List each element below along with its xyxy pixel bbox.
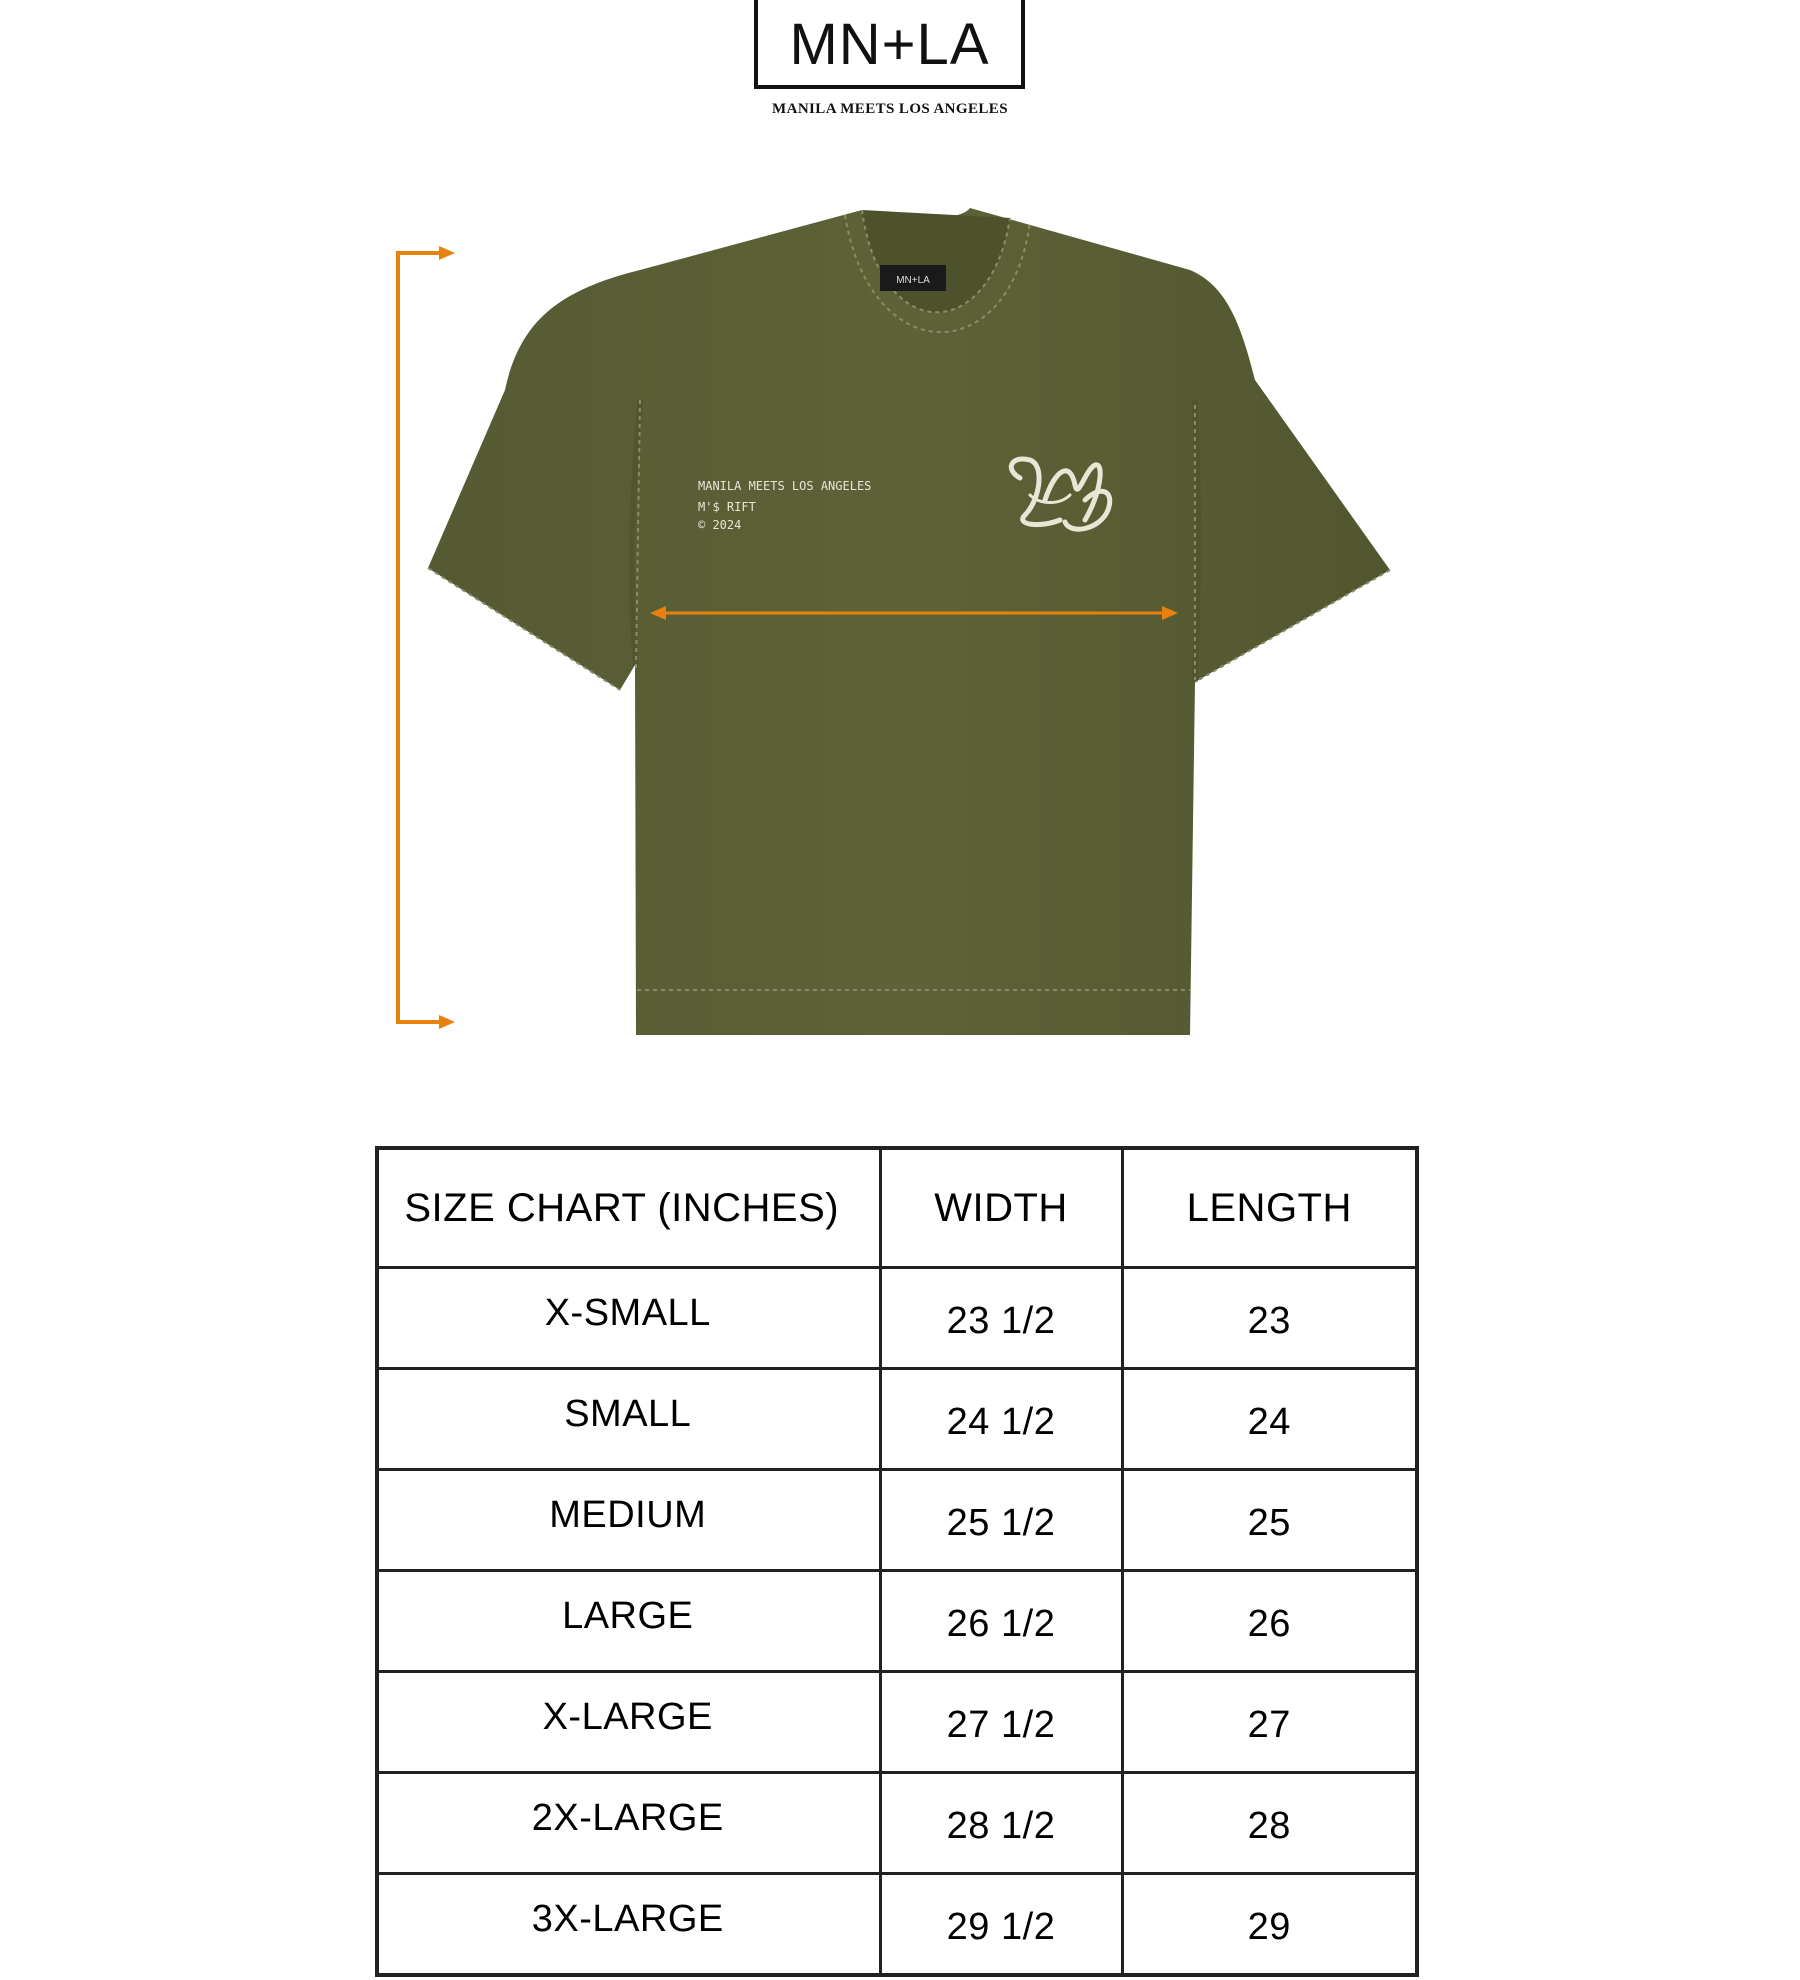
size-cell: 2X-LARGE [377, 1773, 880, 1874]
length-cell: 29 [1122, 1874, 1417, 1976]
width-cell: 28 1/2 [880, 1773, 1122, 1874]
tshirt-body [428, 208, 1390, 1035]
length-cell: 23 [1122, 1268, 1417, 1369]
table-row [377, 1268, 1417, 1369]
width-cell: 26 1/2 [880, 1571, 1122, 1672]
size-cell: MEDIUM [377, 1470, 880, 1571]
length-cell: 26 [1122, 1571, 1417, 1672]
width-cell: 24 1/2 [880, 1369, 1122, 1470]
logo-text: MN+LA [789, 11, 990, 77]
size-cell: X-LARGE [377, 1672, 880, 1773]
size-cell: LARGE [377, 1571, 880, 1672]
print-line-1: MANILA MEETS LOS ANGELES [698, 479, 872, 493]
size-cell: X-SMALL [377, 1268, 880, 1369]
length-measure-arrow [398, 246, 455, 1029]
size-cell: 3X-LARGE [377, 1874, 880, 1976]
table-row [377, 1773, 1417, 1874]
table-header-row [377, 1148, 1417, 1268]
print-line-2: M'$ RIFT [698, 500, 756, 514]
neck-label-text: MN+LA [896, 275, 930, 286]
table-row [377, 1571, 1417, 1672]
size-chart-table [375, 1146, 1419, 1977]
table-row [377, 1672, 1417, 1773]
header-size: SIZE CHART (INCHES) [377, 1148, 880, 1268]
length-cell: 27 [1122, 1672, 1417, 1773]
width-cell: 29 1/2 [880, 1874, 1122, 1976]
width-cell: 23 1/2 [880, 1268, 1122, 1369]
length-cell: 25 [1122, 1470, 1417, 1571]
length-cell: 24 [1122, 1369, 1417, 1470]
table-row [377, 1369, 1417, 1470]
table-row [377, 1470, 1417, 1571]
header-width: WIDTH [880, 1148, 1122, 1268]
size-cell: SMALL [377, 1369, 880, 1470]
print-line-3: © 2024 [698, 518, 742, 532]
table-row [377, 1874, 1417, 1976]
header-length: LENGTH [1122, 1148, 1417, 1268]
width-cell: 25 1/2 [880, 1470, 1122, 1571]
logo-tagline: MANILA MEETS LOS ANGELES [772, 101, 1008, 117]
width-cell: 27 1/2 [880, 1672, 1122, 1773]
length-cell: 28 [1122, 1773, 1417, 1874]
